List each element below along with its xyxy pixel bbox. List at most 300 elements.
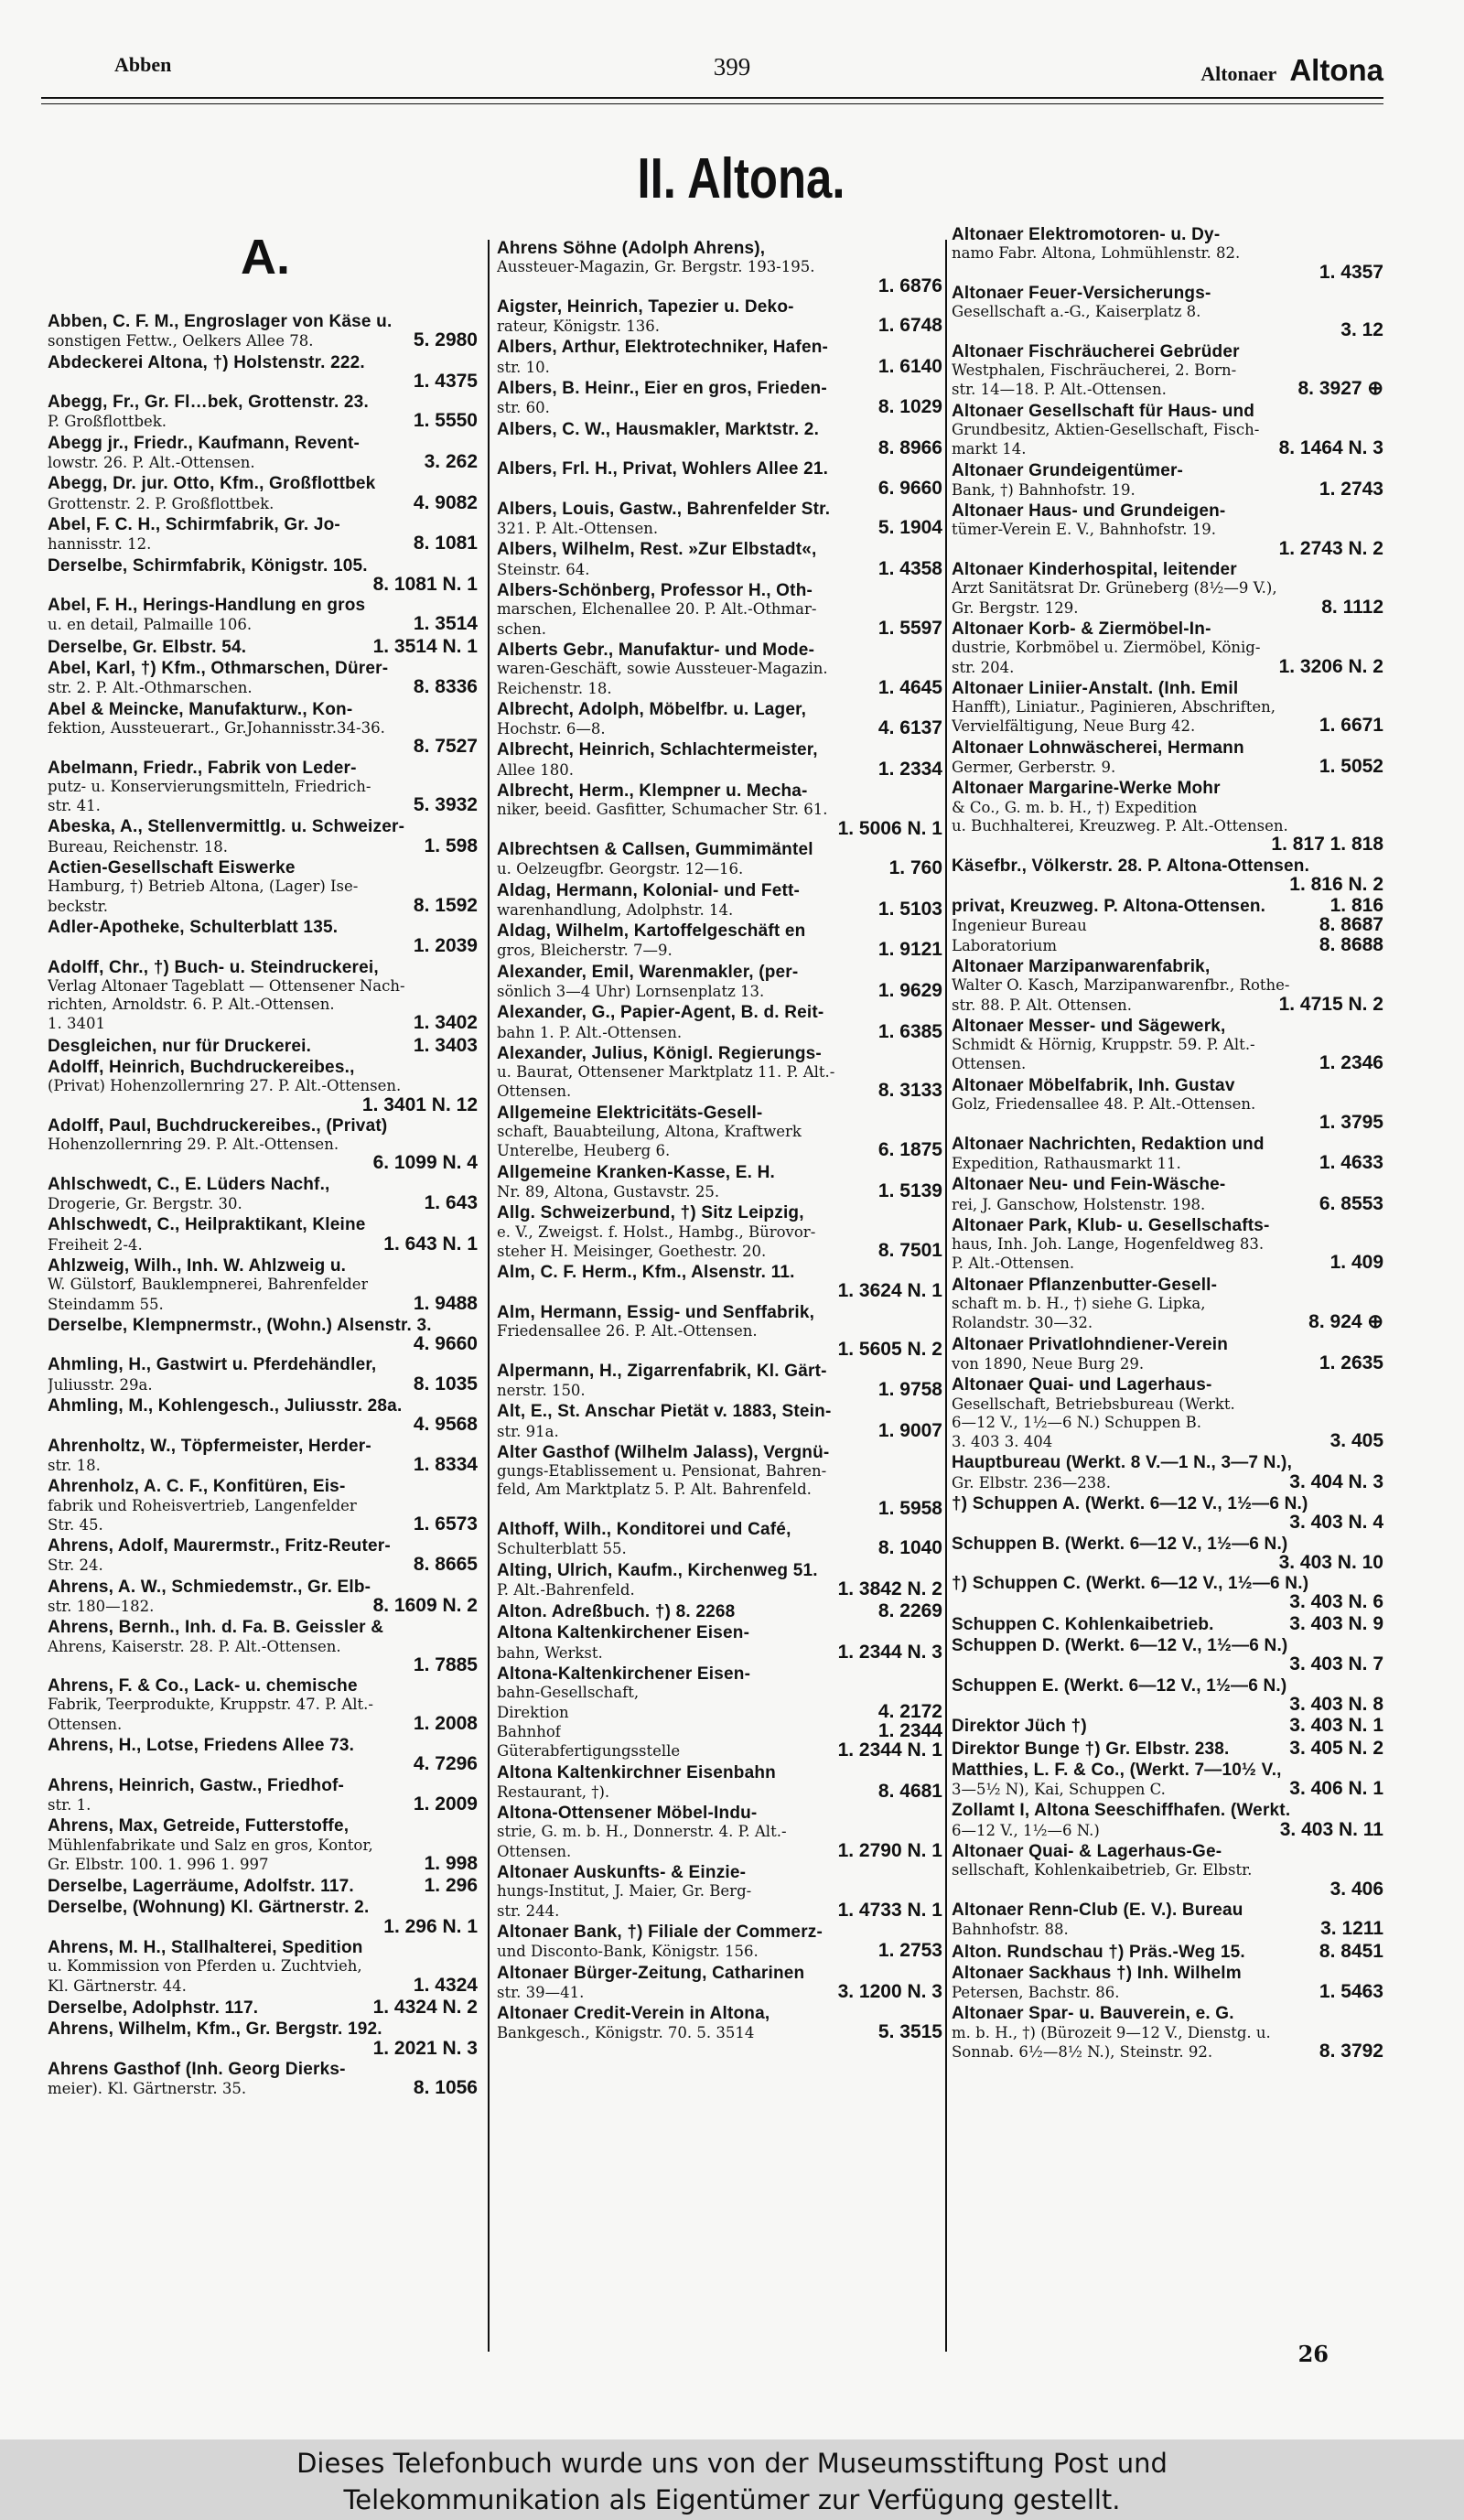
phone-number: 4. 6137 xyxy=(877,719,942,739)
entry-line xyxy=(48,1899,478,1917)
entry-text: Restaurant, †). xyxy=(497,1782,610,1801)
phone-number: 4. 7296 xyxy=(413,1755,478,1774)
entry-line xyxy=(48,1515,478,1535)
entry-name: Abegg, Fr., Gr. Fl…bek, Grottenstr. 23. xyxy=(48,393,369,413)
entry-line xyxy=(497,1643,942,1663)
entry-line xyxy=(952,321,1383,339)
entry-name: Alton. Adreßbuch. †) 8. 2268 xyxy=(497,1603,736,1622)
entry-line xyxy=(48,393,478,412)
entry-line xyxy=(952,1254,1383,1273)
entry-text: e. V., Zweigst. f. Holst., Hambg., Bürovor- xyxy=(497,1222,816,1241)
directory-entry xyxy=(48,393,478,432)
entry-line xyxy=(952,1376,1383,1395)
directory-entry xyxy=(48,1216,478,1255)
entry-line xyxy=(48,1715,478,1734)
directory-entry xyxy=(952,1615,1383,1634)
entry-text: str. 244. xyxy=(497,1901,560,1920)
header-page-number: 399 xyxy=(713,53,751,81)
phone-number: 3. 262 xyxy=(424,453,478,473)
entry-line xyxy=(497,339,942,357)
directory-entry xyxy=(497,701,942,739)
entry-line xyxy=(497,1521,942,1539)
directory-entry xyxy=(952,780,1383,854)
entry-line xyxy=(497,1304,942,1322)
section-letter: A. xyxy=(241,230,290,285)
phone-number: 1. 3795 xyxy=(1319,1114,1383,1133)
directory-entry xyxy=(952,1535,1383,1573)
directory-entry xyxy=(497,1602,942,1621)
phone-number: 1. 5463 xyxy=(1319,1983,1383,2003)
entry-line xyxy=(497,701,942,719)
phone-number: 1. 3514 N. 1 xyxy=(372,637,478,657)
entry-name: Altona-Kaltenkirchener Eisen- xyxy=(497,1665,751,1685)
entry-line xyxy=(497,501,942,519)
entry-text: (Privat) Hohenzollernring 27. P. Alt.-Ottensen. xyxy=(48,1077,402,1095)
entry-name: Abel & Meincke, Manufakturw., Kon- xyxy=(48,700,353,719)
entry-line xyxy=(952,1802,1383,1820)
entry-line xyxy=(48,638,478,657)
phone-number: 1. 2009 xyxy=(413,1794,478,1815)
directory-entry xyxy=(497,1804,942,1861)
phone-number: 1. 4733 N. 1 xyxy=(837,1901,942,1921)
phone-number: 1. 4645 xyxy=(877,678,942,698)
phone-number: 1. 3624 N. 1 xyxy=(837,1282,942,1301)
entry-name: Adolff, Chr., †) Buch- u. Steindruckerei, xyxy=(48,958,379,977)
entry-line xyxy=(497,1882,942,1901)
footer-page-number: 26 xyxy=(1297,2341,1329,2367)
entry-line xyxy=(952,698,1383,716)
entry-line xyxy=(48,1438,478,1456)
entry-line xyxy=(952,1018,1383,1036)
directory-entry xyxy=(952,1901,1383,1940)
phone-number: 1. 5550 xyxy=(413,412,478,432)
entry-line xyxy=(48,1317,478,1335)
directory-entry xyxy=(48,597,478,635)
entry-line xyxy=(48,1597,478,1616)
entry-line xyxy=(497,1722,942,1741)
directory-entry xyxy=(497,882,942,921)
entry-line xyxy=(952,1983,1383,2002)
header-right-place: Altona xyxy=(1289,53,1383,87)
entry-text: waren-Geschäft, sowie Aussteuer-Magazin. xyxy=(497,660,828,678)
entry-name: Altonaer Feuer-Versicherungs- xyxy=(952,284,1211,303)
ownership-notice xyxy=(0,2439,1464,2520)
directory-entry xyxy=(497,964,942,1002)
entry-line xyxy=(952,1395,1383,1414)
entry-text: Bahnhofstr. 88. xyxy=(952,1921,1069,1939)
entry-name: Ahrens, Wilhelm, Kfm., Gr. Bergstr. 192. xyxy=(48,2020,382,2040)
directory-entry xyxy=(497,1521,942,1559)
phone-number: 1. 6573 xyxy=(413,1514,478,1535)
entry-line xyxy=(48,1216,478,1234)
entry-line xyxy=(48,1578,478,1597)
entry-text: Steindamm 55. xyxy=(48,1295,164,1313)
directory-entry xyxy=(48,1899,478,1936)
entry-name: Ahrenholz, A. C. F., Konfitüren, Eis- xyxy=(48,1478,346,1497)
entry-line xyxy=(952,380,1383,399)
entry-line xyxy=(48,1295,478,1314)
entry-name: Alt, E., St. Anschar Pietät v. 1883, Stein- xyxy=(497,1403,832,1422)
entry-name: Actien-Gesellschaft Eiswerke xyxy=(48,859,296,878)
entry-name: Schuppen D. (Werkt. 6—12 V., 1½—6 N.) xyxy=(952,1637,1288,1656)
entry-line xyxy=(952,1965,1383,1983)
entry-line xyxy=(497,1842,942,1861)
entry-line xyxy=(497,317,942,336)
entry-name: Altonaer Kinderhospital, leitender xyxy=(952,561,1237,580)
entry-text: Mühlenfabrikate und Salz en gros, Kontor, xyxy=(48,1836,373,1854)
header-right xyxy=(1200,53,1383,88)
phone-number: 1. 2743 xyxy=(1319,479,1383,500)
entry-line xyxy=(48,313,478,331)
directory-entry xyxy=(48,1397,478,1435)
directory-entry xyxy=(952,2005,1383,2062)
entry-line xyxy=(952,1235,1383,1254)
directory-entry xyxy=(497,380,942,418)
entry-text: Arzt Sanitätsrat Dr. Grüneberg (8½—9 V.), xyxy=(952,579,1277,598)
entry-line xyxy=(952,2005,1383,2023)
entry-line xyxy=(48,919,478,937)
entry-text: str. 180—182. xyxy=(48,1598,155,1615)
entry-name: Adler-Apotheke, Schulterblatt 135. xyxy=(48,918,339,937)
directory-entry xyxy=(497,298,942,337)
entry-text: Juliusstr. 29a. xyxy=(48,1375,153,1394)
entry-line xyxy=(48,1755,478,1773)
phone-number: 1. 5605 N. 2 xyxy=(837,1341,942,1360)
entry-name: Ahrens, Bernh., Inh. d. Fa. B. Geissler & xyxy=(48,1619,384,1638)
entry-name: Ahrens, Adolf, Maurermstr., Fritz-Reuter- xyxy=(48,1537,391,1556)
directory-entry xyxy=(48,475,478,513)
phone-number: 4. 9568 xyxy=(413,1416,478,1435)
entry-text: u. Oelzeugfbr. Georgstr. 12—16. xyxy=(497,860,744,878)
directory-entry xyxy=(48,557,478,595)
directory-entry xyxy=(48,435,478,473)
entry-line xyxy=(48,1375,478,1395)
entry-line xyxy=(952,1761,1383,1780)
entry-line xyxy=(952,1615,1383,1634)
entry-text: P. Alt.-Bahrenfeld. xyxy=(497,1580,635,1599)
directory-entry xyxy=(497,1164,942,1202)
entry-text: niker, beeid. Gasfitter, Schumacher Str. 61. xyxy=(497,801,828,819)
phone-number: 1. 3401 N. 12 xyxy=(361,1095,478,1115)
phone-number: 1. 5597 xyxy=(877,619,942,639)
entry-line xyxy=(497,1741,942,1761)
phone-number: 3. 406 N. 1 xyxy=(1289,1780,1383,1800)
entry-line xyxy=(497,1481,942,1499)
entry-text: Gr. Bergstr. 129. xyxy=(952,598,1079,617)
entry-line xyxy=(497,820,942,838)
phone-number: 1. 3403 xyxy=(413,1036,478,1056)
entry-line xyxy=(952,1036,1383,1054)
entry-line xyxy=(952,1154,1383,1173)
directory-entry xyxy=(952,1965,1383,2003)
entry-line xyxy=(497,2023,942,2042)
phone-number: 8. 3133 xyxy=(877,1082,942,1102)
directory-entry xyxy=(48,1737,478,1774)
entry-line xyxy=(497,1322,942,1341)
directory-entry xyxy=(497,1004,942,1042)
entry-text: Hanfft), Liniatur., Paginieren, Abschriften, xyxy=(952,698,1276,716)
phone-number: 5. 2980 xyxy=(413,331,478,351)
entry-line xyxy=(497,760,942,780)
phone-number: 1. 4358 xyxy=(877,559,942,579)
phone-number: 3. 12 xyxy=(1340,321,1383,340)
entry-line xyxy=(952,976,1383,995)
entry-name: Alter Gasthof (Wilhelm Jalass), Vergnü- xyxy=(497,1443,830,1462)
directory-entry xyxy=(48,1619,478,1675)
phone-number: 1. 9758 xyxy=(877,1380,942,1400)
entry-line xyxy=(952,361,1383,380)
directory-entry xyxy=(48,818,478,856)
entry-line xyxy=(48,1537,478,1556)
directory-entry xyxy=(497,240,942,296)
header-right-catchword: Altonaer xyxy=(1200,62,1277,85)
entry-text: u. Buchhalterei, Kreuzweg. P. Alt.-Ottensen. xyxy=(952,816,1288,835)
entry-text: Unterelbe, Heuberg 6. xyxy=(497,1142,671,1160)
directory-entry xyxy=(497,460,942,498)
entry-line xyxy=(952,1217,1383,1235)
phone-number: 8. 7527 xyxy=(413,738,478,757)
entry-text: gros, Bleicherstr. 7—9. xyxy=(497,942,673,960)
entry-line xyxy=(952,1276,1383,1295)
entry-line xyxy=(952,1077,1383,1095)
phone-number: 1. 4633 xyxy=(1319,1153,1383,1173)
ownership-notice-line-2: Telekommunikation als Eigentümer zur Verfügung gestellt. xyxy=(343,2484,1121,2515)
phone-number: 1. 2346 xyxy=(1319,1054,1383,1074)
directory-entry xyxy=(952,1018,1383,1074)
entry-text: u. Baurat, Ottensener Marktplatz 11. P. Alt.- xyxy=(497,1063,835,1082)
entry-name: Ahmling, H., Gastwirt u. Pferdehändler, xyxy=(48,1356,377,1375)
entry-line xyxy=(497,941,942,960)
entry-name: Alton. Rundschau †) Präs.-Weg 15. xyxy=(952,1943,1245,1962)
entry-line xyxy=(48,1456,478,1475)
phone-number: 1. 3402 xyxy=(413,1014,478,1034)
directory-entry xyxy=(497,1304,942,1360)
entry-line xyxy=(952,1717,1383,1736)
directory-entry xyxy=(952,1761,1383,1800)
entry-text: Freiheit 2-4. xyxy=(48,1235,143,1254)
phone-number: 1. 2008 xyxy=(413,1714,478,1734)
phone-number: 1. 6140 xyxy=(877,357,942,377)
directory-entry xyxy=(497,741,942,780)
entry-name: Ahrens, H., Lotse, Friedens Allee 73. xyxy=(48,1737,355,1756)
entry-line xyxy=(48,1077,478,1095)
entry-line xyxy=(48,1356,478,1374)
entry-line xyxy=(952,876,1383,894)
entry-text: u. Kommission von Pferden u. Zuchtvieh, xyxy=(48,1957,362,1976)
entry-line xyxy=(497,1104,942,1123)
entry-name: Albers, Louis, Gastw., Bahrenfelder Str. xyxy=(497,500,831,519)
entry-line xyxy=(952,936,1383,955)
entry-name: †) Schuppen A. (Werkt. 6—12 V., 1½—6 N.) xyxy=(952,1495,1308,1513)
entry-line xyxy=(497,641,942,660)
directory-entry xyxy=(48,1317,478,1354)
phone-number: 1. 9488 xyxy=(413,1294,478,1314)
entry-line xyxy=(497,1164,942,1182)
entry-line xyxy=(952,680,1383,698)
entry-line xyxy=(497,1804,942,1823)
entry-line xyxy=(497,1864,942,1882)
entry-name: Altonaer Margarine-Werke Mohr xyxy=(952,780,1221,799)
entry-name: Ahlschwedt, C., Heilpraktikant, Kleine xyxy=(48,1216,366,1235)
phone-number: 1. 4375 xyxy=(413,372,478,392)
entry-name: Albers, C. W., Hausmakler, Marktstr. 2. xyxy=(497,420,820,439)
entry-text: Gr. Elbstr. 236—238. xyxy=(952,1473,1112,1492)
phone-number: 8. 8687 xyxy=(1319,916,1383,936)
entry-name: Albrechtsen & Callsen, Gummimäntel xyxy=(497,840,813,859)
phone-number: 1. 816 xyxy=(1329,897,1383,917)
directory-entry xyxy=(48,313,478,351)
entry-line xyxy=(952,739,1383,758)
entry-text: rei, J. Ganschow, Holstenstr. 198. xyxy=(952,1195,1206,1213)
entry-name: Altonaer Auskunfts- & Einzie- xyxy=(497,1864,747,1883)
entry-name: Altonaer Credit-Verein in Altona, xyxy=(497,2005,770,2024)
entry-line xyxy=(497,1264,942,1282)
entry-name: Altona Kaltenkirchner Eisenbahn xyxy=(497,1763,776,1782)
phone-number: 1. 9121 xyxy=(877,941,942,961)
entry-line xyxy=(952,303,1383,321)
entry-line xyxy=(48,1014,478,1033)
entry-name: Altonaer Möbelfabrik, Inh. Gustav xyxy=(952,1076,1235,1095)
entry-text: schaft m. b. H., †) siehe G. Lipka, xyxy=(952,1295,1206,1313)
entry-line xyxy=(497,719,942,738)
entry-line xyxy=(952,958,1383,976)
entry-text: strie, G. m. b. H., Donnerstr. 4. P. Alt.- xyxy=(497,1823,787,1841)
entry-name: Altona-Ottensener Möbel-Indu- xyxy=(497,1804,758,1824)
directory-entry xyxy=(497,782,942,838)
entry-text: str. 39—41. xyxy=(497,1983,585,2001)
entry-line xyxy=(48,475,478,493)
entry-line xyxy=(952,1780,1383,1799)
column-divider xyxy=(488,240,490,2352)
entry-text: Germer, Gerberstr. 9. xyxy=(952,759,1116,777)
entry-line xyxy=(48,977,478,996)
directory-entry xyxy=(952,502,1383,558)
entry-text: Petersen, Bachstr. 86. xyxy=(952,1984,1120,2002)
entry-text: fabrik und Roheisvertrieb, Langenfelder xyxy=(48,1496,357,1514)
entry-line xyxy=(48,1976,478,1996)
entry-name: Altonaer Elektromotoren- u. Dy- xyxy=(952,226,1221,244)
entry-line xyxy=(497,2005,942,2023)
entry-name: Zollamt I, Altona Seeschiffhafen. (Werkt. xyxy=(952,1802,1291,1821)
entry-text: Güterabfertigungsstelle xyxy=(497,1742,681,1761)
entry-line xyxy=(497,298,942,317)
entry-line xyxy=(952,561,1383,579)
directory-column-2 xyxy=(497,240,942,2046)
phone-number: 1. 6385 xyxy=(877,1022,942,1042)
entry-name: Althoff, Wilh., Konditorei und Café, xyxy=(497,1521,791,1539)
entry-line xyxy=(497,460,942,479)
entry-line xyxy=(952,2024,1383,2042)
entry-line xyxy=(497,1063,942,1082)
entry-name: Ahrens, F. & Co., Lack- u. chemische xyxy=(48,1677,358,1696)
phone-number: 8. 8665 xyxy=(413,1556,478,1576)
directory-entry xyxy=(48,1998,478,2018)
entry-line xyxy=(497,398,942,417)
entry-name: Direktor Jüch †) xyxy=(952,1718,1087,1737)
entry-text: sonstigen Fettw., Oelkers Allee 78. xyxy=(48,332,314,350)
entry-line xyxy=(952,658,1383,677)
entry-text: Hamburg, †) Betrieb Altona, (Lager) Ise- xyxy=(48,878,359,896)
entry-text: str. 2. P. Alt.-Othmarschen. xyxy=(48,679,253,697)
phone-number: 1. 2635 xyxy=(1319,1353,1383,1373)
entry-line xyxy=(48,2040,478,2058)
entry-text: Schulterblatt 55. xyxy=(497,1540,627,1558)
directory-entry xyxy=(952,620,1383,677)
directory-entry xyxy=(952,343,1383,400)
phone-number: 1. 296 N. 1 xyxy=(383,1917,478,1937)
entry-line xyxy=(48,1117,478,1136)
header-left-catchword: Abben xyxy=(114,53,172,76)
phone-number: 1. 409 xyxy=(1329,1254,1383,1274)
entry-line xyxy=(48,1855,478,1874)
phone-number: 1. 8334 xyxy=(413,1455,478,1475)
entry-line xyxy=(497,679,942,698)
directory-entry xyxy=(497,1562,942,1600)
phone-number: 1. 643 N. 1 xyxy=(383,1234,478,1255)
entry-name: Abel, F. H., Herings-Handlung en gros xyxy=(48,597,366,616)
entry-line xyxy=(48,878,478,896)
phone-number: 3. 403 N. 4 xyxy=(1289,1513,1383,1533)
entry-text: Ottensen. xyxy=(48,1715,123,1733)
entry-line xyxy=(48,516,478,534)
entry-line xyxy=(952,1354,1383,1373)
directory-entry xyxy=(952,1677,1383,1715)
entry-line xyxy=(497,277,942,296)
entry-text: Bankgesch., Königstr. 70. 5. 3514 xyxy=(497,2024,755,2042)
entry-line xyxy=(497,600,942,619)
directory-entry xyxy=(952,857,1383,895)
directory-entry xyxy=(48,919,478,956)
entry-name: Altonaer Bank, †) Filiale der Commerz- xyxy=(497,1922,824,1942)
directory-entry xyxy=(952,1136,1383,1174)
entry-line xyxy=(48,615,478,634)
entry-line xyxy=(497,1422,942,1441)
entry-text: str. 91a. xyxy=(497,1422,559,1440)
phone-number: 1. 598 xyxy=(424,836,478,856)
entry-name: Altonaer Pflanzenbutter-Gesell- xyxy=(952,1276,1218,1295)
entry-line xyxy=(48,660,478,678)
header-rule-thin xyxy=(41,103,1383,104)
phone-number: 8. 924 ⊕ xyxy=(1308,1313,1383,1333)
phone-number: 8. 4681 xyxy=(877,1782,942,1802)
entry-name: Altona Kaltenkirchener Eisen- xyxy=(497,1624,750,1643)
directory-entry xyxy=(952,958,1383,1015)
entry-line xyxy=(952,285,1383,303)
entry-text: Gr. Elbstr. 100. 1. 996 1. 997 xyxy=(48,1855,269,1873)
phone-number: 8. 1112 xyxy=(1321,598,1383,618)
directory-entry xyxy=(952,1217,1383,1274)
directory-entry xyxy=(48,759,478,816)
entry-name: Ahrens, A. W., Schmiedemstr., Gr. Elb- xyxy=(48,1578,371,1597)
entry-line xyxy=(497,1901,942,1921)
entry-name: Derselbe, Lagerräume, Adolfstr. 117. xyxy=(48,1878,354,1897)
directory-entry xyxy=(48,1777,478,1815)
entry-line xyxy=(497,1381,942,1400)
entry-line xyxy=(952,897,1383,916)
entry-name: Schuppen E. (Werkt. 6—12 V., 1½—6 N.) xyxy=(952,1676,1287,1696)
phone-number: 3. 1211 xyxy=(1320,1920,1383,1940)
entry-line xyxy=(48,1335,478,1353)
directory-entry xyxy=(497,501,942,539)
directory-entry xyxy=(48,1176,478,1214)
entry-line xyxy=(952,1943,1383,1962)
directory-entry xyxy=(952,561,1383,618)
entry-name: Altonaer Fischräucherei Gebrüder xyxy=(952,342,1240,361)
phone-number: 1. 2334 xyxy=(877,759,942,780)
phone-number: 8. 8966 xyxy=(877,438,942,458)
entry-name: Abel, Karl, †) Kfm., Othmarschen, Dürer- xyxy=(48,660,389,679)
phone-number: 1. 816 N. 2 xyxy=(1289,875,1383,895)
